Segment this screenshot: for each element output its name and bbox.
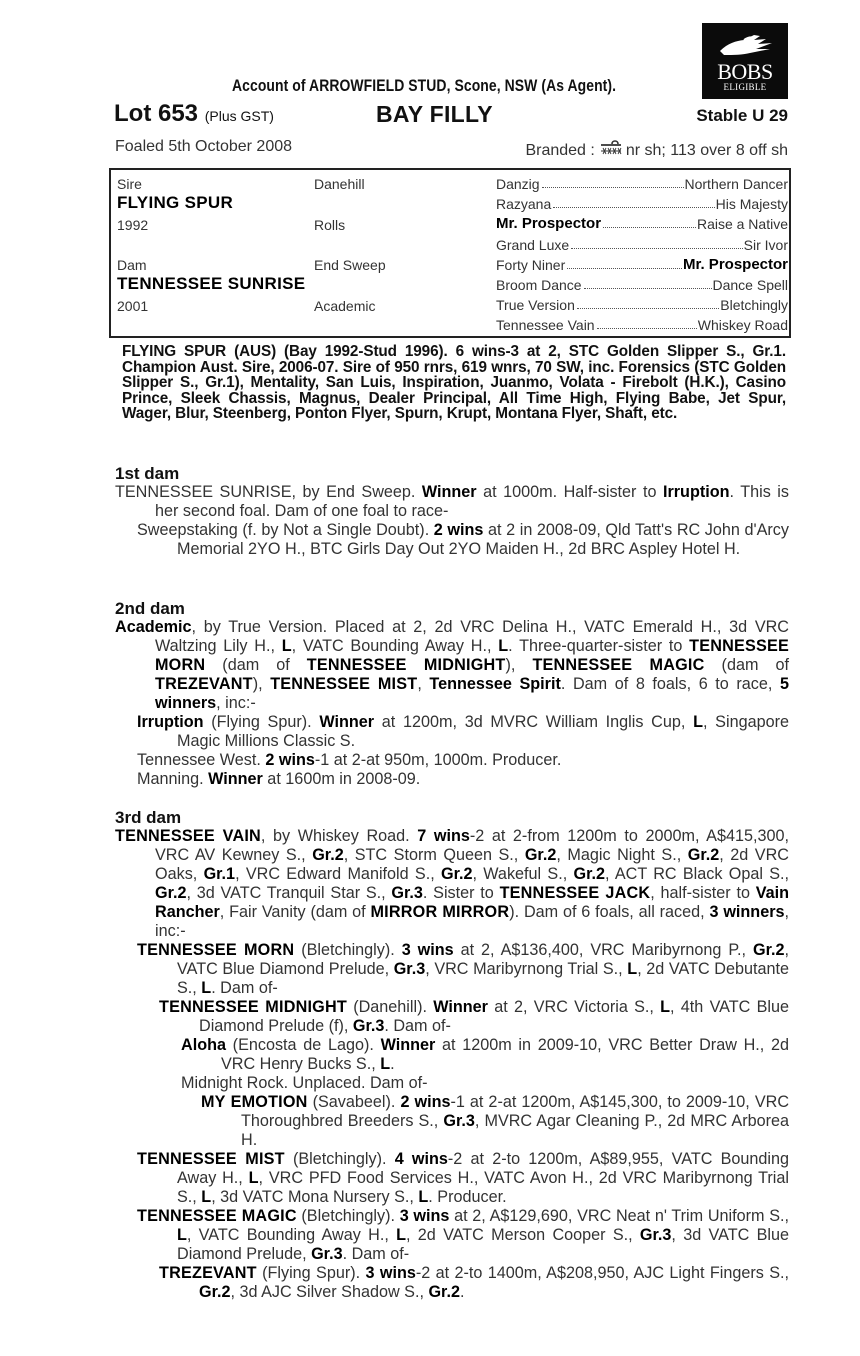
first-dam-section	[115, 464, 789, 559]
dot-leader	[571, 248, 742, 249]
third-dam-section	[115, 808, 789, 1302]
gst-note: (Plus GST)	[204, 108, 274, 124]
great-great-grandsire: Dance Spell	[712, 277, 788, 293]
first-dam-entries	[115, 483, 789, 559]
great-grandparent-row	[496, 316, 788, 334]
racehorse-head-icon	[714, 31, 776, 61]
dam-dam: Academic	[314, 298, 376, 314]
great-grandparent-row	[496, 215, 788, 233]
first-dam-heading: 1st dam	[115, 464, 180, 483]
sire-sire: Danehill	[314, 176, 365, 192]
great-grandparent-row	[496, 276, 788, 294]
dam-sire: End Sweep	[314, 257, 386, 273]
produce-record: TREZEVANT (Flying Spur). 3 wins-2 at 2-to 1400m, A$208,950, AJC Light Fingers S., Gr.2, 3d AJC Silver Shadow S., Gr.2.	[159, 1264, 790, 1301]
dot-leader	[567, 268, 682, 269]
great-great-grandsire: Whiskey Road	[697, 317, 788, 334]
dot-leader	[553, 207, 714, 208]
dot-leader	[584, 288, 712, 289]
great-grandsire: Danzig	[496, 176, 540, 192]
second-dam-heading: 2nd dam	[115, 599, 185, 618]
brand-mark-icon	[599, 138, 623, 163]
great-grandsire: Mr. Prospector	[496, 215, 602, 233]
great-great-grandsire: His Majesty	[715, 196, 788, 213]
great-grandsire: Broom Dance	[496, 277, 582, 293]
great-great-grandsire: Mr. Prospector	[682, 255, 788, 273]
great-grandsire: Razyana	[496, 196, 552, 213]
produce-record: Aloha (Encosta de Lago). Winner at 1200m in 2009-10, VRC Better Draw H., 2d VRC Henry Bucks S., L.	[181, 1036, 789, 1073]
great-grandsire: Grand Luxe	[496, 236, 570, 253]
logo-text-bobs: BOBS	[717, 59, 773, 84]
branded-label: Branded :	[525, 141, 595, 159]
third-dam-heading: 3rd dam	[115, 808, 182, 827]
great-grandparent-row	[496, 236, 788, 254]
lot-label: Lot 653	[114, 100, 199, 127]
sire-year: 1992	[117, 217, 149, 233]
great-grandparent-row	[496, 175, 788, 193]
horse-description: BAY FILLY	[376, 101, 493, 127]
foaled-date: Foaled 5th October 2008	[115, 138, 293, 155]
produce-record: Manning. Winner at 1600m in 2008-09.	[137, 770, 421, 788]
great-great-grandsire: Sir Ivor	[743, 236, 788, 253]
sire-name: FLYING SPUR	[117, 193, 234, 212]
produce-record: Sweepstaking (f. by Not a Single Doubt). 2 wins at 2 in 2008-09, Qld Tatt's RC John d'Arcy Memorial 2YO H., BTC Girls Day Out 2YO Maiden H., 2d BRC Aspley Hotel H.	[137, 521, 789, 558]
great-great-grandsire: Raise a Native	[696, 216, 788, 233]
lot-number	[114, 100, 274, 128]
produce-record: Midnight Rock. Unplaced. Dam of-	[181, 1074, 428, 1092]
sire-summary: FLYING SPUR (AUS) (Bay 1992-Stud 1996). 6 wins-3 at 2, STC Golden Slipper S., Gr.1. Champion Aust. Sire, 2006-07. Sire of 950 rnrs, 619 wnrs, 70 SW, inc. Forensics (STC Golden Slipper S., Gr.1), Mentality, San Luis, Inspiration, Juanmo, Volata - Firebolt (H.K.), Casino Prince, Sleek Chassis, Magnus, Dealer Principal, All Time High, Flying Babe, Jet Spur, Wager, Blur, Steenberg, Ponton Flyer, Spurn, Krupt, Montana Flyer, Shaft, etc.	[122, 343, 786, 422]
great-grandparent-row	[496, 296, 788, 314]
produce-record: TENNESSEE MIDNIGHT (Danehill). Winner at 2, VRC Victoria S., L, 4th VATC Blue Diamond Prelude (f), Gr.3. Dam of-	[159, 998, 789, 1035]
produce-record: Tennessee West. 2 wins-1 at 2-at 950m, 1000m. Producer.	[137, 751, 562, 769]
produce-record: TENNESSEE MIST (Bletchingly). 4 wins-2 at 2-to 1200m, A$89,955, VATC Bounding Away H., L, VRC PFD Food Services H., VATC Avon H., 2d VRC Maribyrnong Trial S., L, 3d VATC Mona Nursery S., L. Producer.	[137, 1150, 790, 1206]
produce-record: MY EMOTION (Savabeel). 2 wins-1 at 2-at 1200m, A$145,300, to 2009-10, VRC Thoroughbred Breeders S., Gr.3, MVRC Agar Cleaning P., 2d MRC Arborea H.	[201, 1093, 790, 1149]
great-great-grandsire: Northern Dancer	[684, 176, 788, 192]
dam-label: Dam	[117, 257, 147, 273]
sire-dam: Rolls	[314, 217, 346, 233]
great-grandparent-row	[496, 256, 788, 274]
sire-label: Sire	[117, 176, 142, 192]
dot-leader	[542, 187, 684, 188]
great-grandsire: True Version	[496, 297, 575, 314]
second-dam-entries	[115, 618, 789, 789]
dam-name: TENNESSEE SUNRISE	[117, 274, 306, 293]
great-grandsire: Tennessee Vain	[496, 317, 595, 334]
produce-record: TENNESSEE VAIN, by Whiskey Road. 7 wins-2 at 2-from 1200m to 2000m, A$415,300, VRC AV Kewney S., Gr.2, STC Storm Queen S., Gr.2, Magic Night S., Gr.2, 2d VRC Oaks, Gr.1, VRC Edward Manifold S., Gr.2, Wakeful S., Gr.2, ACT RC Black Opal S., Gr.2, 3d VATC Tranquil Star S., Gr.3. Sister to TENNESSEE JACK, half-sister to Vain Rancher, Fair Vanity (dam of MIRROR MIRROR). Dam of 6 foals, all raced, 3 winners, inc:-	[115, 827, 790, 940]
third-dam-entries	[115, 827, 789, 1302]
dot-leader	[577, 308, 719, 309]
dam-year: 2001	[117, 298, 149, 314]
pedigree-table	[109, 168, 791, 338]
great-great-grandsire: Bletchingly	[720, 297, 788, 314]
great-grandparent-row	[496, 195, 788, 213]
logo-text-eligible: ELIGIBLE	[723, 82, 767, 92]
produce-record: TENNESSEE SUNRISE, by End Sweep. Winner at 1000m. Half-sister to Irruption. This is her second foal. Dam of one foal to race-	[115, 483, 789, 520]
produce-record: Academic, by True Version. Placed at 2, 2d VRC Delina H., VATC Emerald H., 3d VRC Waltzing Lily H., L, VATC Bounding Away H., L. Three-quarter-sister to TENNESSEE MORN (dam of TENNESSEE MIDNIGHT), TENNESSEE MAGIC (dam of TREZEVANT), TENNESSEE MIST, Tennessee Spirit. Dam of 8 foals, 6 to race, 5 winners, inc:-	[115, 618, 790, 712]
vendor-account: Account of ARROWFIELD STUD, Scone, NSW (As Agent).	[232, 76, 617, 95]
produce-record: TENNESSEE MORN (Bletchingly). 3 wins at 2, A$136,400, VRC Maribyrnong P., Gr.2, VATC Blue Diamond Prelude, Gr.3, VRC Maribyrnong Trial S., L, 2d VATC Debutante S., L. Dam of-	[137, 941, 789, 997]
second-dam-section	[115, 599, 789, 789]
great-grandsire: Forty Niner	[496, 256, 566, 273]
stable-number: Stable U 29	[696, 106, 788, 125]
produce-record: TENNESSEE MAGIC (Bletchingly). 3 wins at 2, A$129,690, VRC Neat n' Trim Uniform S., L, VATC Bounding Away H., L, 2d VATC Merson Cooper S., Gr.3, 3d VATC Blue Diamond Prelude, Gr.3. Dam of-	[137, 1207, 789, 1263]
produce-record: Irruption (Flying Spur). Winner at 1200m, 3d MVRC William Inglis Cup, L, Singapore Magic Millions Classic S.	[137, 713, 789, 750]
brand-text: nr sh; 113 over 8 off sh	[625, 141, 788, 159]
dot-leader	[603, 227, 696, 228]
bobs-eligible-logo	[702, 23, 788, 99]
brand-info	[525, 138, 788, 163]
dot-leader	[597, 328, 697, 329]
